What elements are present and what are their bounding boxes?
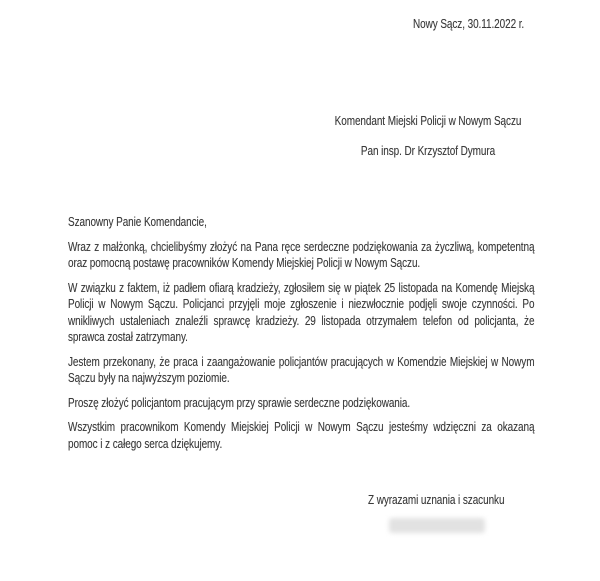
date-line: Nowy Sącz, 30.11.2022 r.	[413, 16, 525, 31]
recipient-block	[308, 113, 548, 159]
paragraph-thanks-intro: Wraz z małżonką, chcielibyśmy złożyć na Pana ręce serdeczne podziękowania za życzliwą, kompetentną oraz pomocną postawę pracowników Komendy Miejskiej Policji w Nowym Sączu.	[68, 238, 535, 270]
salutation: Szanowny Panie Komendancie,	[68, 214, 207, 229]
closing-phrase: Z wyrazami uznania i szacunku	[368, 492, 505, 507]
redacted-signature	[389, 518, 485, 533]
recipient-name: Pan insp. Dr Krzysztof Dymura	[360, 142, 496, 158]
paragraph-theft-report: W związku z faktem, iż padłem ofiarą kradzieży, zgłosiłem się w piątek 25 listopada na Komendę Miejską Policji w Nowym Sączu. Policjanci przyjęli moje zgłoszenie i niezwłocznie podjęli swoje czynności. Po wnikliwych ustaleniach znaleźli sprawcę kradzieży. 29 listopada otrzymałem telefon od policjanta, że sprawca został zatrzymany.	[68, 279, 535, 344]
paragraph-commendation: Jestem przekonany, że praca i zaangażowanie policjantów pracujących w Komendzie Miejskiej w Nowym Sączu były na najwyższym poziomie.	[68, 353, 535, 385]
paragraph-request: Proszę złożyć policjantom pracującym przy sprawie serdeczne podziękowania.	[68, 394, 411, 410]
recipient-title: Komendant Miejski Policji w Nowym Sączu	[334, 113, 522, 128]
paragraph-gratitude: Wszystkim pracownikom Komendy Miejskiej Policji w Nowym Sączu jesteśmy wdzięczni za okazaną pomoc i z całego serca dziękujemy.	[68, 419, 535, 451]
letter-body	[68, 214, 534, 460]
